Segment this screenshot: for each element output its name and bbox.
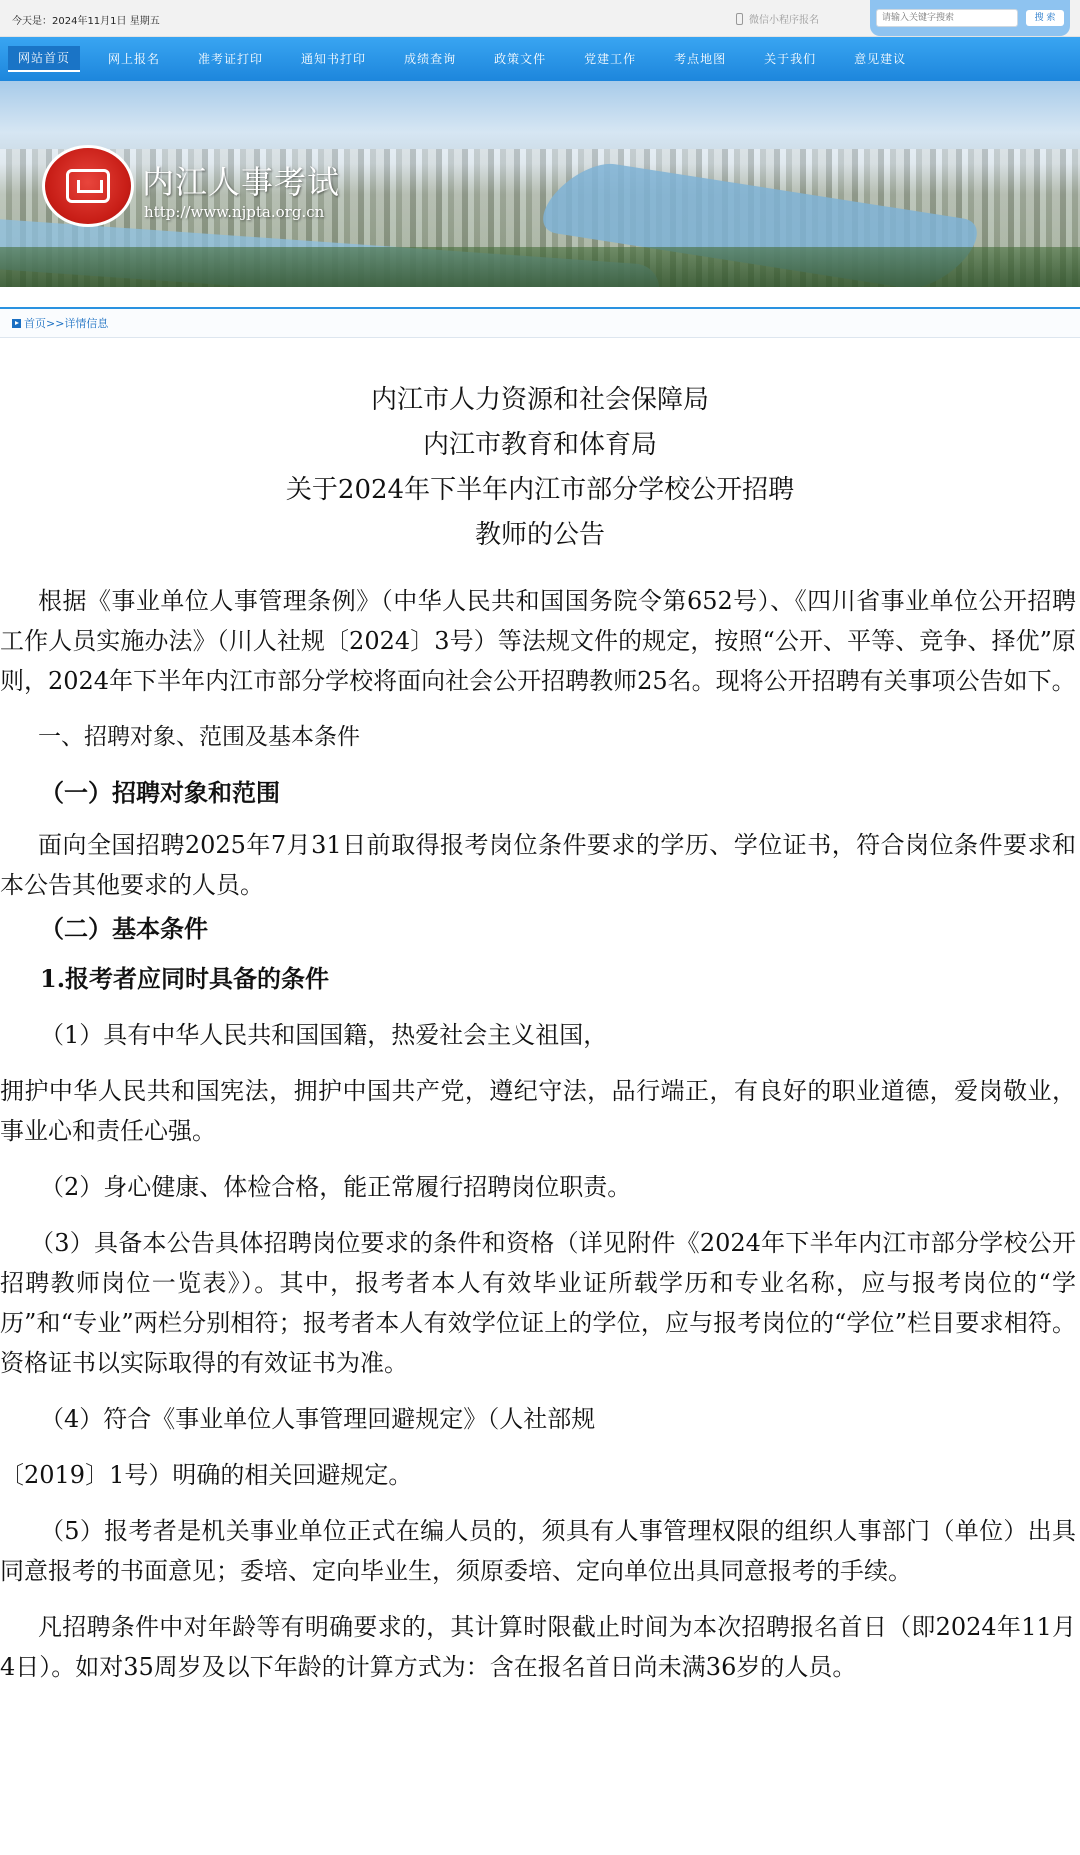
nav-item-feedback[interactable]: 意见建议 <box>854 52 907 66</box>
title-line: 关于2024年下半年内江市部分学校公开招聘 <box>285 475 795 505</box>
trees-image <box>0 247 1080 287</box>
paragraph-age-rule: 凡招聘条件中对年龄等有明确要求的，其计算时限截止时间为本次招聘报名首日（即2024年11月4日）。如对35周岁及以下年龄的计算方式为：含在报名首日尚未满36岁的人员。 <box>0 1613 1076 1681</box>
condition-heading: 1.报考者应同时具备的条件 <box>40 964 330 993</box>
breadcrumb-separator: >> <box>46 316 65 330</box>
breadcrumb-current: 详情信息 <box>64 317 109 330</box>
nav-item-about-us[interactable]: 关于我们 <box>764 52 817 66</box>
condition-item: （4）符合《事业单位人事管理回避规定》（人社部规 <box>40 1405 596 1433</box>
title-line: 内江市教育和体育局 <box>422 430 657 460</box>
top-bar <box>0 0 1080 37</box>
paragraph-intro: 根据《事业单位人事管理条例》（中华人民共和国国务院令第652号）、《四川省事业单位公开招聘工作人员实施办法》（川人社规〔2024〕3号）等法规文件的规定，按照“公开、平等、竞争、择优”原则，2024年下半年内江市部分学校将面向社会公开招聘教师25名。现将公开招聘有关事项公告如下。 <box>0 587 1076 695</box>
title-line: 教师的公告 <box>474 520 605 550</box>
condition-item: （5）报考者是机关事业单位正式在编人员的，须具有人事管理权限的组织人事部门（单位）出具同意报考的书面意见；委培、定向毕业生，须原委培、定向单位出具同意报考的手续。 <box>0 1517 1076 1585</box>
article-title <box>0 378 1080 558</box>
header-banner <box>0 81 1080 287</box>
condition-item: （2）身心健康、体检合格，能正常履行招聘岗位职责。 <box>40 1173 632 1201</box>
nav-item-score-query[interactable]: 成绩查询 <box>404 52 457 66</box>
nav-item-home[interactable]: 网站首页 <box>8 46 80 72</box>
subsection-heading: （一）招聘对象和范围 <box>40 778 280 807</box>
nav-item-online-registration[interactable]: 网上报名 <box>108 52 161 66</box>
seal-glyph-icon <box>66 169 110 203</box>
condition-item: （1）具有中华人民共和国国籍，热爱社会主义祖国， <box>40 1021 608 1049</box>
title-line: 内江市人力资源和社会保障局 <box>370 385 709 415</box>
phone-icon <box>736 13 743 25</box>
current-date: 今天是：2024年11月1日 星期五 <box>12 16 160 27</box>
search-input[interactable] <box>876 9 1018 27</box>
article-body <box>0 378 1080 1687</box>
section-heading: 一、招聘对象、范围及基本条件 <box>38 724 360 750</box>
breadcrumb <box>0 307 1080 338</box>
nav-item-notice-print[interactable]: 通知书打印 <box>301 52 367 66</box>
condition-item: 〔2019〕1号）明确的相关回避规定。 <box>0 1461 413 1489</box>
wechat-miniprogram-link[interactable] <box>736 11 819 26</box>
paragraph-scope: 面向全国招聘2025年7月31日前取得报考岗位条件要求的学历、学位证书，符合岗位条件要求和本公告其他要求的人员。 <box>0 831 1076 899</box>
condition-item: （3）具备本公告具体招聘岗位要求的条件和资格（详见附件《2024年下半年内江市部分学校公开招聘教师岗位一览表》）。其中，报考者本人有效毕业证所载学历和专业名称，应与报考岗位的“学历”和“专业”两栏分别相符；报考者本人有效学位证上的学位，应与报考岗位的“学位”栏目要求相符。资格证书以实际取得的有效证书为准。 <box>0 1229 1076 1377</box>
nav-item-admission-ticket[interactable]: 准考证打印 <box>198 52 264 66</box>
wechat-link-label: 微信小程序报名 <box>749 15 819 26</box>
nav-item-party-building[interactable]: 党建工作 <box>584 52 637 66</box>
breadcrumb-home-link[interactable]: 首页 <box>24 317 46 330</box>
condition-item: 拥护中华人民共和国宪法，拥护中国共产党，遵纪守法，品行端正，有良好的职业道德，爱岗敬业，事业心和责任心强。 <box>0 1077 1076 1145</box>
main-nav <box>0 37 1080 81</box>
search-button[interactable]: 搜 索 <box>1026 10 1064 26</box>
home-arrow-icon <box>12 319 21 328</box>
search-box <box>870 0 1070 36</box>
site-name: 内江人事考试 <box>142 163 341 201</box>
site-logo-seal <box>42 145 134 227</box>
nav-item-exam-map[interactable]: 考点地图 <box>674 52 727 66</box>
nav-item-policy[interactable]: 政策文件 <box>494 52 547 66</box>
subsection-heading: （二）基本条件 <box>40 914 208 943</box>
site-url: http://www.njpta.org.cn <box>144 203 325 221</box>
